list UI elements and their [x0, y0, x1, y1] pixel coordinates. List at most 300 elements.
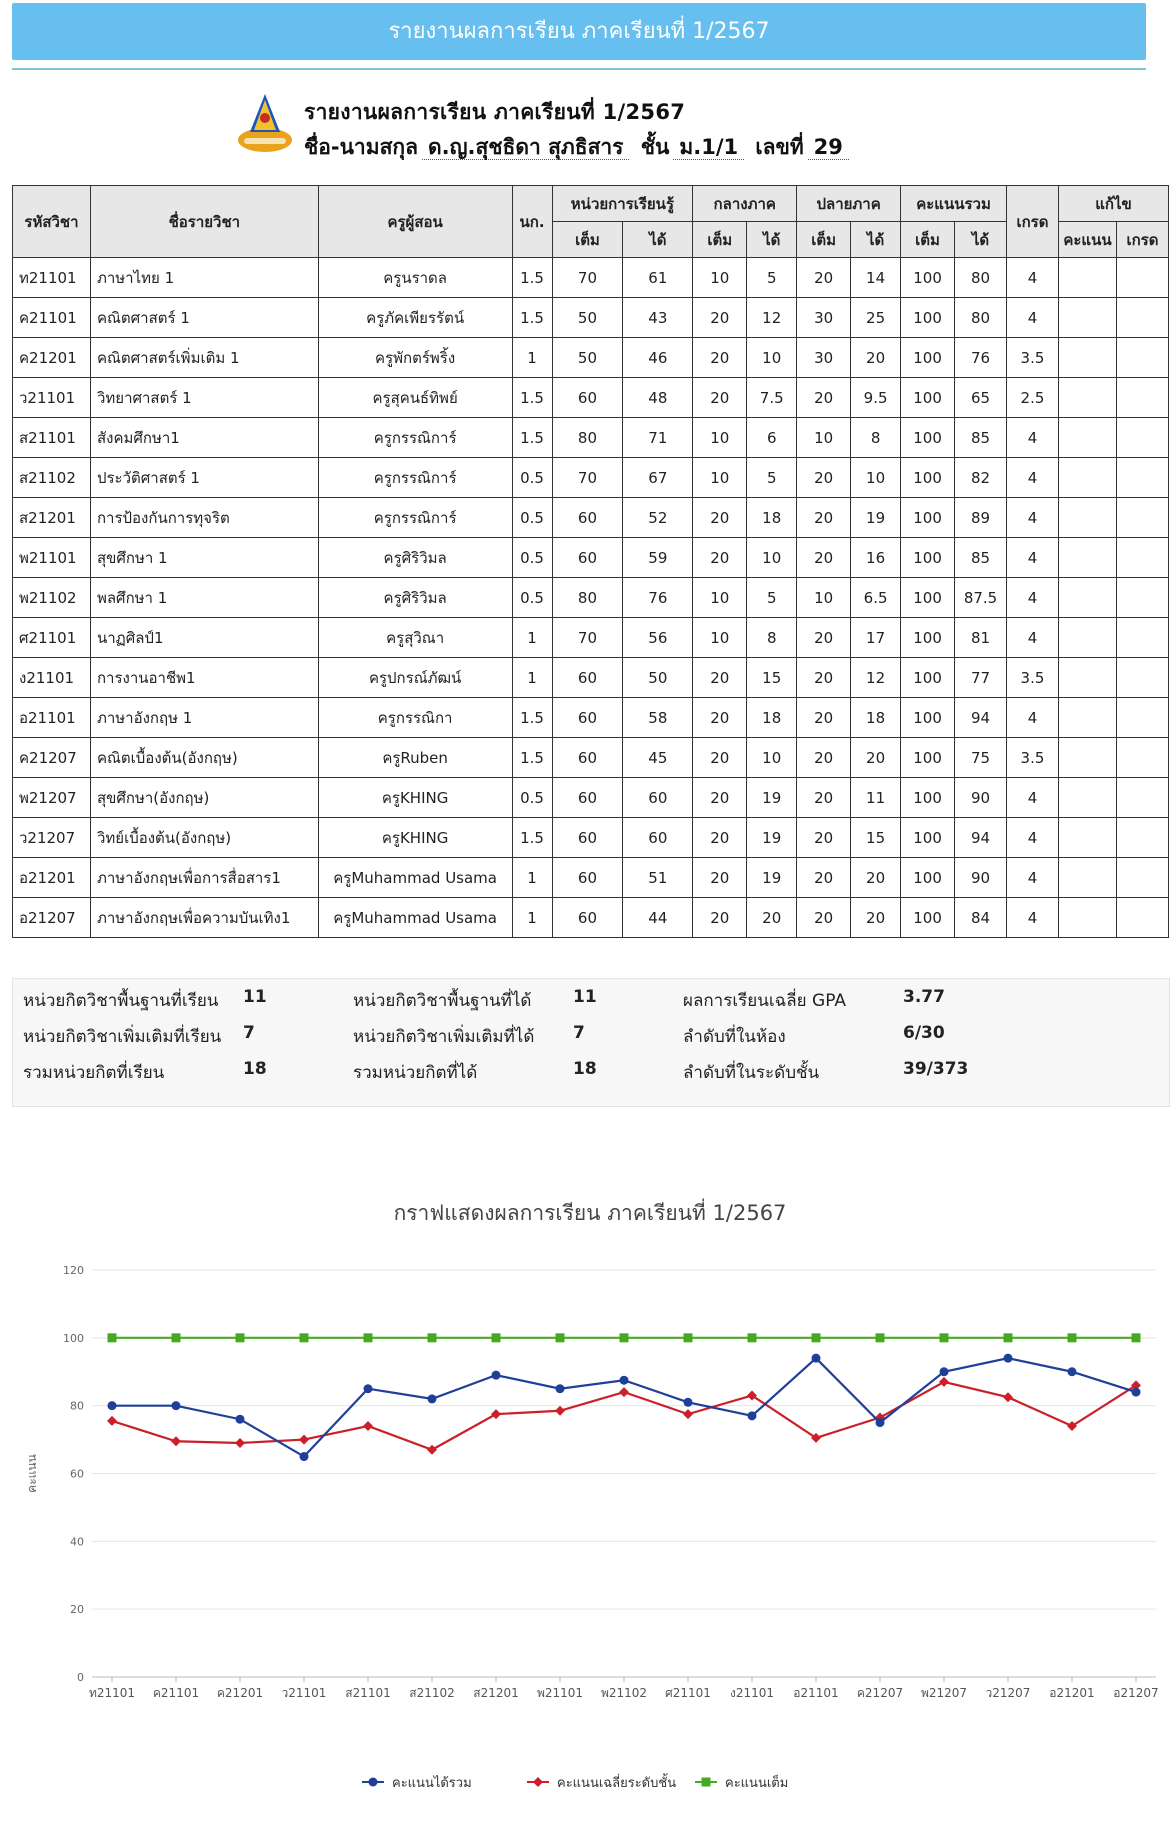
- cell-teacher: ครูสุวิณา: [318, 618, 512, 658]
- cell-t-full: 100: [901, 738, 955, 778]
- cell-m-got: 12: [747, 298, 797, 338]
- data-point: [940, 1333, 949, 1342]
- cell-grade: 4: [1007, 458, 1059, 498]
- cell-t-got: 76: [955, 338, 1007, 378]
- col-mid: กลางภาค: [693, 186, 797, 222]
- cell-subject: ภาษาอังกฤษเพื่อการสื่อสาร1: [90, 858, 318, 898]
- cell-code: พ21101: [13, 538, 91, 578]
- cell-u-full: 50: [552, 298, 623, 338]
- cell-code: ท21101: [13, 258, 91, 298]
- cell-m-got: 20: [747, 898, 797, 938]
- data-point: [428, 1333, 437, 1342]
- cell-m-full: 20: [693, 738, 747, 778]
- data-point: [702, 1778, 711, 1787]
- cell-t-full: 100: [901, 378, 955, 418]
- cell-f-got: 12: [851, 658, 901, 698]
- table-row: [13, 418, 1169, 458]
- col-credit: นก.: [512, 186, 552, 258]
- cell-fix-score: [1058, 738, 1116, 778]
- data-point: [300, 1452, 309, 1461]
- cell-f-full: 20: [797, 698, 851, 738]
- cell-u-got: 60: [623, 818, 693, 858]
- col-fix: แก้ไข: [1058, 186, 1168, 222]
- cell-f-full: 10: [797, 578, 851, 618]
- cell-fix-grade: [1116, 418, 1168, 458]
- cell-t-full: 100: [901, 698, 955, 738]
- cell-f-full: 20: [797, 458, 851, 498]
- cell-f-got: 9.5: [851, 378, 901, 418]
- data-point: [1004, 1354, 1013, 1363]
- data-point: [299, 1435, 309, 1445]
- cell-u-full: 60: [552, 858, 623, 898]
- cell-t-got: 85: [955, 538, 1007, 578]
- cell-t-got: 80: [955, 298, 1007, 338]
- cell-u-got: 56: [623, 618, 693, 658]
- cell-fix-grade: [1116, 858, 1168, 898]
- col-grade: เกรด: [1007, 186, 1059, 258]
- cell-m-full: 20: [693, 378, 747, 418]
- data-point: [492, 1371, 501, 1380]
- summary-value: 18: [573, 1059, 597, 1079]
- x-tick-label: ส21101: [345, 1686, 391, 1700]
- x-tick-label: ค21207: [856, 1686, 904, 1700]
- cell-f-full: 20: [797, 658, 851, 698]
- cell-fix-grade: [1116, 698, 1168, 738]
- data-point: [108, 1401, 117, 1410]
- cell-u-got: 59: [623, 538, 693, 578]
- cell-code: พ21207: [13, 778, 91, 818]
- summary-value: 7: [243, 1023, 255, 1043]
- x-tick-label: พ21101: [536, 1686, 584, 1700]
- table-row: [13, 538, 1169, 578]
- data-point: [172, 1401, 181, 1410]
- data-point: [172, 1333, 181, 1342]
- table-row: [13, 298, 1169, 338]
- cell-m-full: 20: [693, 658, 747, 698]
- cell-u-full: 70: [552, 458, 623, 498]
- data-point: [171, 1436, 181, 1446]
- col-code: รหัสวิชา: [13, 186, 91, 258]
- table-row: [13, 858, 1169, 898]
- y-tick-label: 120: [63, 1264, 84, 1277]
- score-line-chart: [12, 1190, 1168, 1810]
- col-fix-grade: เกรด: [1116, 222, 1168, 258]
- cell-fix-grade: [1116, 458, 1168, 498]
- cell-teacher: ครูRuben: [318, 738, 512, 778]
- summary-value: 11: [243, 987, 267, 1007]
- cell-teacher: ครูกรรณิกา: [318, 698, 512, 738]
- cell-u-full: 60: [552, 498, 623, 538]
- cell-grade: 4: [1007, 498, 1059, 538]
- cell-m-full: 20: [693, 698, 747, 738]
- cell-t-full: 100: [901, 458, 955, 498]
- cell-t-got: 65: [955, 378, 1007, 418]
- cell-f-got: 18: [851, 698, 901, 738]
- divider: [12, 68, 1146, 70]
- table-row: [13, 498, 1169, 538]
- cell-subject: การงานอาชีพ1: [90, 658, 318, 698]
- cell-subject: สุขศึกษา 1: [90, 538, 318, 578]
- cell-f-full: 20: [797, 818, 851, 858]
- school-logo-icon: [236, 92, 294, 156]
- summary-label: หน่วยกิตวิชาเพิ่มเติมที่ได้: [353, 1027, 535, 1047]
- cell-m-got: 19: [747, 818, 797, 858]
- y-tick-label: 40: [70, 1535, 84, 1549]
- cell-m-full: 20: [693, 858, 747, 898]
- cell-code: ง21101: [13, 658, 91, 698]
- data-point: [1068, 1333, 1077, 1342]
- cell-u-got: 46: [623, 338, 693, 378]
- cell-t-got: 77: [955, 658, 1007, 698]
- data-point: [363, 1421, 373, 1431]
- data-point: [748, 1411, 757, 1420]
- cell-u-got: 76: [623, 578, 693, 618]
- cell-m-full: 10: [693, 578, 747, 618]
- cell-fix-score: [1058, 298, 1116, 338]
- cell-m-got: 10: [747, 338, 797, 378]
- cell-u-full: 50: [552, 338, 623, 378]
- cell-f-got: 20: [851, 738, 901, 778]
- cell-t-full: 100: [901, 298, 955, 338]
- cell-t-got: 89: [955, 498, 1007, 538]
- x-tick-label: พ21102: [600, 1686, 648, 1700]
- x-tick-label: ว21101: [281, 1686, 327, 1700]
- col-final-got: ได้: [851, 222, 901, 258]
- summary-label: ผลการเรียนเฉลี่ย GPA: [683, 991, 847, 1011]
- cell-teacher: ครูสุคนธ์ทิพย์: [318, 378, 512, 418]
- cell-m-got: 18: [747, 498, 797, 538]
- data-point: [1068, 1367, 1077, 1376]
- cell-m-full: 10: [693, 618, 747, 658]
- cell-fix-score: [1058, 578, 1116, 618]
- cell-grade: 4: [1007, 898, 1059, 938]
- x-tick-label: ส21102: [409, 1686, 455, 1700]
- data-point: [684, 1398, 693, 1407]
- cell-u-got: 67: [623, 458, 693, 498]
- data-point: [235, 1438, 245, 1448]
- cell-m-got: 5: [747, 258, 797, 298]
- col-mid-got: ได้: [747, 222, 797, 258]
- chart-title: กราฟแสดงผลการเรียน ภาคเรียนที่ 1/2567: [393, 1201, 787, 1225]
- col-mid-full: เต็ม: [693, 222, 747, 258]
- y-tick-label: 80: [70, 1399, 84, 1413]
- y-tick-label: 0: [77, 1671, 84, 1684]
- col-final: ปลายภาค: [797, 186, 901, 222]
- cell-m-full: 20: [693, 818, 747, 858]
- cell-t-full: 100: [901, 258, 955, 298]
- cell-f-got: 10: [851, 458, 901, 498]
- y-axis-label: คะแนน: [25, 1454, 39, 1493]
- cell-u-got: 45: [623, 738, 693, 778]
- cell-fix-score: [1058, 778, 1116, 818]
- cell-f-got: 6.5: [851, 578, 901, 618]
- data-point: [620, 1376, 629, 1385]
- cell-t-got: 94: [955, 698, 1007, 738]
- cell-grade: 3.5: [1007, 738, 1059, 778]
- class-label: ชั้น: [640, 135, 670, 159]
- cell-fix-score: [1058, 258, 1116, 298]
- data-point: [684, 1333, 693, 1342]
- data-point: [428, 1394, 437, 1403]
- cell-u-full: 70: [552, 258, 623, 298]
- cell-m-full: 20: [693, 338, 747, 378]
- cell-credit: 1: [512, 898, 552, 938]
- table-row: [13, 578, 1169, 618]
- cell-t-full: 100: [901, 498, 955, 538]
- cell-m-full: 10: [693, 258, 747, 298]
- cell-fix-score: [1058, 858, 1116, 898]
- summary-value: 3.77: [903, 987, 945, 1007]
- cell-subject: พลศึกษา 1: [90, 578, 318, 618]
- cell-u-got: 58: [623, 698, 693, 738]
- summary-label: หน่วยกิตวิชาพื้นฐานที่เรียน: [23, 991, 219, 1011]
- data-point: [427, 1445, 437, 1455]
- cell-t-got: 80: [955, 258, 1007, 298]
- table-row: [13, 698, 1169, 738]
- cell-u-full: 60: [552, 658, 623, 698]
- cell-t-got: 84: [955, 898, 1007, 938]
- report-title: รายงานผลการเรียน ภาคเรียนที่ 1/2567: [304, 100, 686, 124]
- cell-m-full: 20: [693, 498, 747, 538]
- cell-m-full: 20: [693, 898, 747, 938]
- cell-u-got: 44: [623, 898, 693, 938]
- cell-t-got: 94: [955, 818, 1007, 858]
- data-point: [1132, 1333, 1141, 1342]
- cell-grade: 3.5: [1007, 338, 1059, 378]
- col-total-full: เต็ม: [901, 222, 955, 258]
- cell-code: ส21101: [13, 418, 91, 458]
- cell-fix-grade: [1116, 258, 1168, 298]
- data-point: [533, 1777, 543, 1787]
- data-point: [364, 1384, 373, 1393]
- summary-value: 39/373: [903, 1059, 969, 1079]
- cell-u-full: 60: [552, 738, 623, 778]
- x-tick-label: ศ21101: [665, 1686, 711, 1700]
- cell-fix-score: [1058, 538, 1116, 578]
- cell-f-got: 20: [851, 858, 901, 898]
- data-point: [939, 1377, 949, 1387]
- cell-subject: การป้องกันการทุจริต: [90, 498, 318, 538]
- cell-u-got: 50: [623, 658, 693, 698]
- cell-code: อ21101: [13, 698, 91, 738]
- cell-subject: ภาษาอังกฤษ 1: [90, 698, 318, 738]
- cell-f-full: 20: [797, 538, 851, 578]
- cell-code: ส21102: [13, 458, 91, 498]
- x-tick-label: ง21101: [729, 1686, 775, 1700]
- cell-fix-score: [1058, 698, 1116, 738]
- cell-teacher: ครูMuhammad Usama: [318, 858, 512, 898]
- summary-label: ลำดับที่ในระดับชั้น: [683, 1063, 820, 1083]
- cell-fix-score: [1058, 618, 1116, 658]
- data-point: [1004, 1333, 1013, 1342]
- data-point: [364, 1333, 373, 1342]
- banner-title: รายงานผลการเรียน ภาคเรียนที่ 1/2567: [12, 3, 1146, 60]
- table-row: [13, 378, 1169, 418]
- cell-credit: 0.5: [512, 458, 552, 498]
- cell-m-got: 6: [747, 418, 797, 458]
- cell-grade: 4: [1007, 578, 1059, 618]
- cell-grade: 4: [1007, 258, 1059, 298]
- x-tick-label: อ21101: [793, 1686, 839, 1700]
- x-tick-label: ท21101: [88, 1686, 136, 1700]
- data-point: [556, 1333, 565, 1342]
- data-point: [876, 1418, 885, 1427]
- cell-credit: 1: [512, 338, 552, 378]
- legend-label: คะแนนเฉลี่ยระดับชั้น: [557, 1776, 677, 1791]
- x-tick-label: ค21101: [152, 1686, 200, 1700]
- cell-f-full: 20: [797, 738, 851, 778]
- summary-panel: [12, 978, 1170, 1107]
- cell-fix-grade: [1116, 898, 1168, 938]
- cell-code: อ21201: [13, 858, 91, 898]
- cell-credit: 1.5: [512, 818, 552, 858]
- cell-subject: คณิตเบื้องต้น(อังกฤษ): [90, 738, 318, 778]
- cell-fix-grade: [1116, 338, 1168, 378]
- cell-m-got: 10: [747, 538, 797, 578]
- cell-f-full: 20: [797, 778, 851, 818]
- cell-subject: ประวัติศาสตร์ 1: [90, 458, 318, 498]
- cell-grade: 4: [1007, 698, 1059, 738]
- cell-m-got: 8: [747, 618, 797, 658]
- cell-grade: 4: [1007, 778, 1059, 818]
- cell-m-got: 19: [747, 778, 797, 818]
- x-tick-label: ส21201: [473, 1686, 519, 1700]
- y-tick-label: 100: [63, 1331, 84, 1345]
- cell-fix-grade: [1116, 298, 1168, 338]
- cell-u-got: 51: [623, 858, 693, 898]
- cell-fix-grade: [1116, 498, 1168, 538]
- cell-fix-score: [1058, 338, 1116, 378]
- cell-t-full: 100: [901, 618, 955, 658]
- summary-value: 7: [573, 1023, 585, 1043]
- col-teacher: ครูผู้สอน: [318, 186, 512, 258]
- data-point: [555, 1406, 565, 1416]
- cell-teacher: ครูศิริวิมล: [318, 538, 512, 578]
- cell-m-got: 18: [747, 698, 797, 738]
- legend-label: คะแนนได้รวม: [392, 1776, 472, 1791]
- number-value: 29: [808, 135, 849, 160]
- data-point: [748, 1333, 757, 1342]
- y-tick-label: 20: [70, 1603, 84, 1617]
- cell-credit: 1.5: [512, 298, 552, 338]
- cell-subject: คณิตศาสตร์เพิ่มเติม 1: [90, 338, 318, 378]
- cell-u-got: 43: [623, 298, 693, 338]
- cell-subject: คณิตศาสตร์ 1: [90, 298, 318, 338]
- cell-grade: 4: [1007, 858, 1059, 898]
- cell-u-got: 52: [623, 498, 693, 538]
- cell-f-got: 19: [851, 498, 901, 538]
- data-point: [876, 1333, 885, 1342]
- cell-m-got: 10: [747, 738, 797, 778]
- cell-f-got: 20: [851, 898, 901, 938]
- cell-subject: นาฏศิลป์1: [90, 618, 318, 658]
- x-tick-label: ค21201: [216, 1686, 264, 1700]
- col-final-full: เต็ม: [797, 222, 851, 258]
- number-label: เลขที่: [755, 135, 804, 159]
- table-row: [13, 458, 1169, 498]
- cell-code: พ21102: [13, 578, 91, 618]
- cell-t-got: 75: [955, 738, 1007, 778]
- cell-f-full: 20: [797, 618, 851, 658]
- cell-m-got: 15: [747, 658, 797, 698]
- cell-u-full: 70: [552, 618, 623, 658]
- cell-m-full: 10: [693, 458, 747, 498]
- cell-teacher: ครูศิริวิมล: [318, 578, 512, 618]
- cell-fix-grade: [1116, 378, 1168, 418]
- cell-u-full: 60: [552, 898, 623, 938]
- cell-code: ค21201: [13, 338, 91, 378]
- cell-u-got: 48: [623, 378, 693, 418]
- cell-fix-grade: [1116, 658, 1168, 698]
- cell-fix-score: [1058, 378, 1116, 418]
- data-point: [683, 1409, 693, 1419]
- cell-f-full: 10: [797, 418, 851, 458]
- cell-fix-grade: [1116, 818, 1168, 858]
- cell-f-got: 25: [851, 298, 901, 338]
- student-name: ด.ญ.สุชธิดา สุภธิสาร: [422, 135, 629, 160]
- cell-subject: ภาษาอังกฤษเพื่อความบันเทิง1: [90, 898, 318, 938]
- cell-f-full: 20: [797, 258, 851, 298]
- cell-f-got: 14: [851, 258, 901, 298]
- cell-u-full: 80: [552, 578, 623, 618]
- cell-t-full: 100: [901, 858, 955, 898]
- name-label: ชื่อ-นามสกุล: [304, 135, 418, 159]
- cell-subject: สังคมศึกษา1: [90, 418, 318, 458]
- cell-grade: 3.5: [1007, 658, 1059, 698]
- cell-m-full: 10: [693, 418, 747, 458]
- cell-fix-score: [1058, 658, 1116, 698]
- table-row: [13, 778, 1169, 818]
- col-total: คะแนนรวม: [901, 186, 1007, 222]
- cell-grade: 4: [1007, 298, 1059, 338]
- data-point: [491, 1409, 501, 1419]
- cell-f-full: 20: [797, 498, 851, 538]
- table-row: [13, 338, 1169, 378]
- cell-f-got: 17: [851, 618, 901, 658]
- cell-u-full: 60: [552, 818, 623, 858]
- summary-value: 11: [573, 987, 597, 1007]
- cell-t-full: 100: [901, 538, 955, 578]
- cell-grade: 4: [1007, 538, 1059, 578]
- legend-label: คะแนนเต็ม: [725, 1776, 789, 1791]
- cell-t-got: 82: [955, 458, 1007, 498]
- data-point: [108, 1333, 117, 1342]
- cell-f-got: 8: [851, 418, 901, 458]
- cell-t-got: 85: [955, 418, 1007, 458]
- cell-t-full: 100: [901, 338, 955, 378]
- cell-code: ค21207: [13, 738, 91, 778]
- cell-u-full: 60: [552, 538, 623, 578]
- cell-fix-score: [1058, 498, 1116, 538]
- cell-grade: 2.5: [1007, 378, 1059, 418]
- cell-teacher: ครูKHING: [318, 778, 512, 818]
- data-point: [1003, 1392, 1013, 1402]
- cell-m-got: 5: [747, 578, 797, 618]
- cell-teacher: ครูKHING: [318, 818, 512, 858]
- cell-fix-grade: [1116, 578, 1168, 618]
- cell-m-full: 20: [693, 778, 747, 818]
- cell-u-full: 60: [552, 378, 623, 418]
- cell-teacher: ครูภัคเพียรรัตน์: [318, 298, 512, 338]
- data-point: [236, 1333, 245, 1342]
- cell-credit: 1.5: [512, 698, 552, 738]
- table-row: [13, 658, 1169, 698]
- cell-f-full: 30: [797, 338, 851, 378]
- data-point: [620, 1333, 629, 1342]
- cell-fix-score: [1058, 458, 1116, 498]
- cell-teacher: ครูนราดล: [318, 258, 512, 298]
- cell-u-got: 71: [623, 418, 693, 458]
